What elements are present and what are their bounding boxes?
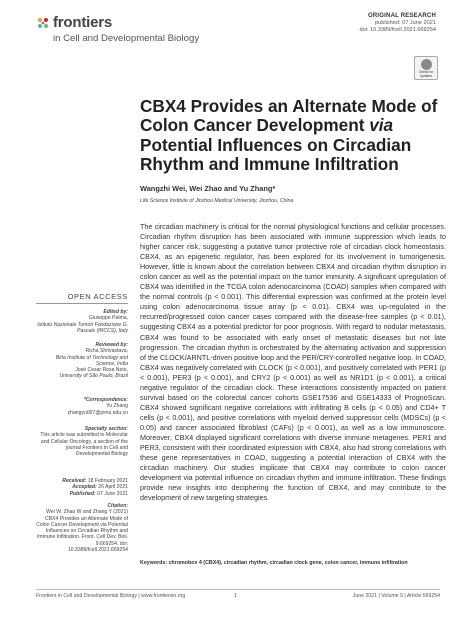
open-access-label: OPEN ACCESS — [67, 292, 128, 301]
frontiers-logo-icon — [36, 16, 50, 30]
correspondence-email[interactable]: zhangyu007@jzmu.edu.cn — [67, 409, 128, 416]
footer-divider — [36, 589, 440, 590]
reviewed-by-section: Reviewed by: Richa Shrivastava, Birla Institute of Technology and Science, India José Cesar Rosa Neto, University of São Paulo, Brazil — [55, 342, 128, 380]
keywords — [140, 560, 446, 567]
edited-by-section: Edited by: Giuseppe Palma, Istituto Nazionale Tumori Fondazione G. Pascale (IRCCS), Italy — [37, 309, 128, 334]
journal-name: in Cell and Developmental Biology — [53, 33, 200, 44]
keywords-list: chromobox 4 (CBX4), circadian rhythm, circadian clock gene, colon cancer, immune infiltration — [168, 560, 408, 566]
article-meta — [359, 13, 436, 35]
specialty-section: Specialty section: This article was submitted to Molecular and Cellular Oncology, a section of the journal Frontiers in Cell and Developmental Biology — [40, 426, 128, 458]
author-list[interactable]: Wangzhi Wei, Wei Zhao and Yu Zhang* — [140, 184, 276, 193]
page-number: 1 — [234, 593, 237, 599]
article-title: CBX4 Provides an Alternate Mode of Colon Cancer Development via Potential Influences on Circadian Rhythm and Immune Infiltration — [140, 96, 438, 174]
article-type: ORIGINAL RESEARCH — [368, 13, 436, 19]
journal-logo — [36, 14, 226, 50]
keywords-label: Keywords: — [140, 560, 168, 566]
footer-volume: June 2021 | Volume 9 | Article 669254 — [352, 593, 440, 599]
affiliation: Life Science Institute of Jinzhou Medical University, Jinzhou, China — [140, 198, 294, 204]
divider — [36, 303, 128, 304]
abstract — [140, 222, 446, 503]
check-updates-button[interactable] — [414, 56, 438, 80]
abstract-text: The circadian machinery is critical for the normal physiological functions and cellular processes. Circadian rhythm disruption has been associated with immune suppression which leads to higher cancer risk, suggesting a putative tumor protective role of circadian clock homeostasis. CBX4, as an epigenetic regulator, has been explored for its involvement in tumorigenesis. However, little is known about the correlation between CBX4 and circadian rhythm disruption in colon cancer as well as the potential impact on the tumor immunity. A significant upregulation of CBX4 was identified in the TCGA colon adenocarcinoma (COAD) samples when compared with the normal controls (p < 0.001). This differential expression was confirmed at the protein level using colon adenocarcinoma tissue array (p < 0.01). CBX4 was up-regulated in the recurred/progressed colon cancer cases compared with the disease-free samples (p < 0.01), suggesting CBX4 as a potential predictor for poor prognosis. With regard to nodular metastasis, CBX4 was found to be associated with early onset of metastatic diseases but not late progression. The circadian rhythm is orchestrated by the alternating activation and suppression of the CLOCK/ARNTL-driven positive loop and the PER/CRY-controlled negative loop. In COAD, CBX4 was negatively correlated with CLOCK (p < 0.001), and positively correlated with PER1 (p < 0.001), PER3 (p < 0.001), and CRY2 (p < 0.001) as well as NR1D1 (p < 0.001), a critical negative regulator of the circadian clock. These interactions consistently impacted on patient survival based on the colorectal cancer cohorts GSE17536 and GSE14333 of PrognoScan. CBX4 showed significant negative correlations with infiltrating B cells (p < 0.05) and CD4+ T cells (p < 0.001), and positive correlations with myeloid derived suppressor cells (MDSCs) (p < 0.05) and cancer associated fibroblast (CAFs) (p < 0.001), as well as a low immunoscore. Moreover, CBX4 displayed significant correlations with diverse immune metagenes. PER1 and PER3, consistent with their coordinated expression with CBX4, also had strong correlations with these gene representatives in COAD, suggesting a potential interaction of CBX4 with the circadian machinery. Our studies implicate that CBX4 may contribute to colon cancer development via potential influence on circadian rhythm and immune infiltration. These findings provide new insights into deciphering the function of CBX4, and may contribute to the development of new targeting strategies. — [140, 223, 446, 503]
brand-name: frontiers — [53, 14, 113, 31]
correspondence-section: *Correspondence: Yu Zhang zhangyu007@jzmu.edu.cn — [36, 397, 128, 416]
updates-icon — [421, 59, 432, 70]
dates-section: Received: 18 February 2021 Accepted: 26 April 2021 Published: 07 June 2021 — [62, 478, 128, 497]
published-line: published: 07 June 2021 — [375, 20, 436, 27]
citation-section: Citation: Wei W, Zhao W and Zhang Y (2021) CBX4 Provides an Alternate Mode of Colon Cancer Development via Potential Influences on Circadian Rhythm and Immune Infiltration. Front. Cell Dev. Biol. 9:669254. doi: 10.3389/fcell.2021.669254 — [36, 503, 128, 554]
updates-label: Check for updates — [418, 70, 434, 78]
doi-line[interactable]: doi: 10.3389/fcell.2021.669254 — [359, 27, 436, 34]
footer-journal[interactable]: Frontiers in Cell and Developmental Biology | www.frontiersin.org — [36, 593, 186, 599]
